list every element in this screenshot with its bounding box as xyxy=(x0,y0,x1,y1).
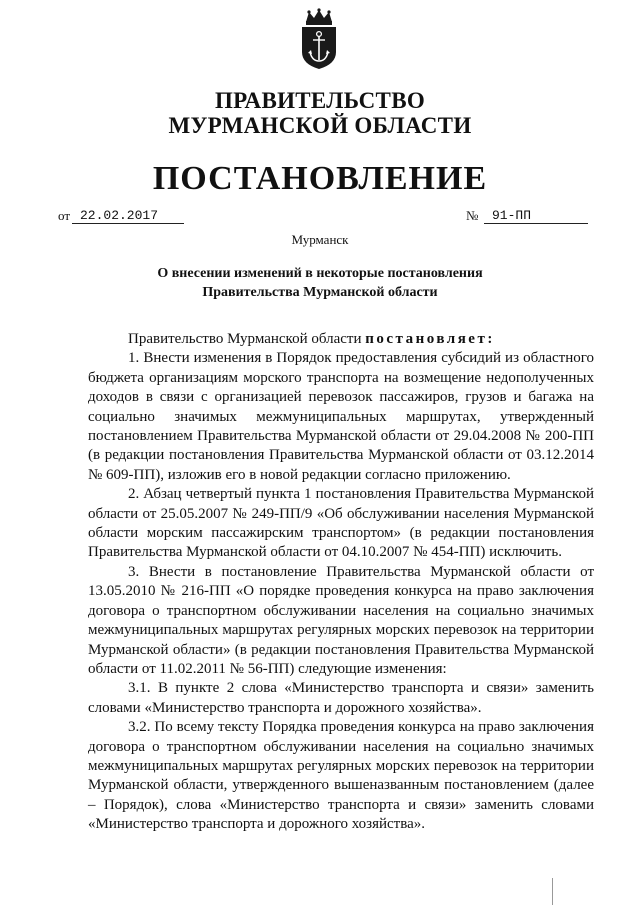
document-type: ПОСТАНОВЛЕНИЕ xyxy=(152,160,488,197)
number-prefix: № xyxy=(466,208,479,223)
document-title-line2: Правительства Мурманской области xyxy=(202,285,438,300)
document-number: 91-ПП xyxy=(484,208,588,224)
city: Мурманск xyxy=(291,232,349,247)
document-title-line1: О внесении изменений в некоторые постановления xyxy=(157,266,483,281)
paragraph-2: 2. Абзац четвертый пункта 1 постановления Правительства Мурманской области от 25.05.2007 № 249-ПП/9 «Об обслуживании населения Мурманской области морским пассажирским транспортом» (в редакции постановления Правительства Мурманской области от 04.10.2007 № 454-ПП) исключить. xyxy=(88,486,594,561)
paragraph-3-2: 3.2. По всему тексту Порядка проведения конкурса на право заключения договора о транспортном обслуживании населения на социально значимых межмуниципальных маршрутах регулярных морских перевозок на территории Мурманской области, утвержденного вышеназванным постановлением (далее – Порядок), слова «Министерство транспорта и связи» заменить словами «Министерство транспорта и дорожного хозяйства». xyxy=(88,719,594,833)
paragraph-3-1: 3.1. В пункте 2 слова «Министерство транспорта и связи» заменить словами «Министерство транспорта и дорожного хозяйства». xyxy=(88,680,594,716)
document-date: 22.02.2017 xyxy=(72,208,184,224)
intro-paragraph xyxy=(88,330,594,349)
org-name-line2: МУРМАНСКОЙ ОБЛАСТИ xyxy=(168,113,472,138)
intro-lead: Правительство Мурманской области xyxy=(128,331,366,347)
document-body xyxy=(88,330,594,835)
org-name-line1: ПРАВИТЕЛЬСТВО xyxy=(214,88,426,113)
paragraph-1: 1. Внести изменения в Порядок предоставления субсидий из областного бюджета организациям морского транспорта на возмещение недополученных доходов в связи с организацией перевозок пассажиров, грузов и багажа на социально значимых межмуниципальных маршрутах, утвержденный постановлением Правительства Мурманской области от 29.04.2008 № 200-ПП (в редакции постановления Правительства Мурманской области от 03.12.2014 № 609-ПП), изложив его в новой редакции согласно приложению. xyxy=(88,350,594,483)
intro-resolves: постановляет: xyxy=(365,331,495,347)
scan-margin-line xyxy=(552,878,553,905)
paragraph-3: 3. Внести в постановление Правительства Мурманской области от 13.05.2010 № 216-ПП «О порядке проведения конкурса на право заключения договора о транспортном обслуживании населения на социально значимых межмуниципальных маршрутах регулярных морских перевозок на территории Мурманской области» (в редакции постановления Правительства Мурманской области от 11.02.2011 № 56-ПП) следующие изменения: xyxy=(88,563,594,677)
coat-of-arms-icon xyxy=(298,8,340,70)
date-prefix: от xyxy=(58,208,71,223)
